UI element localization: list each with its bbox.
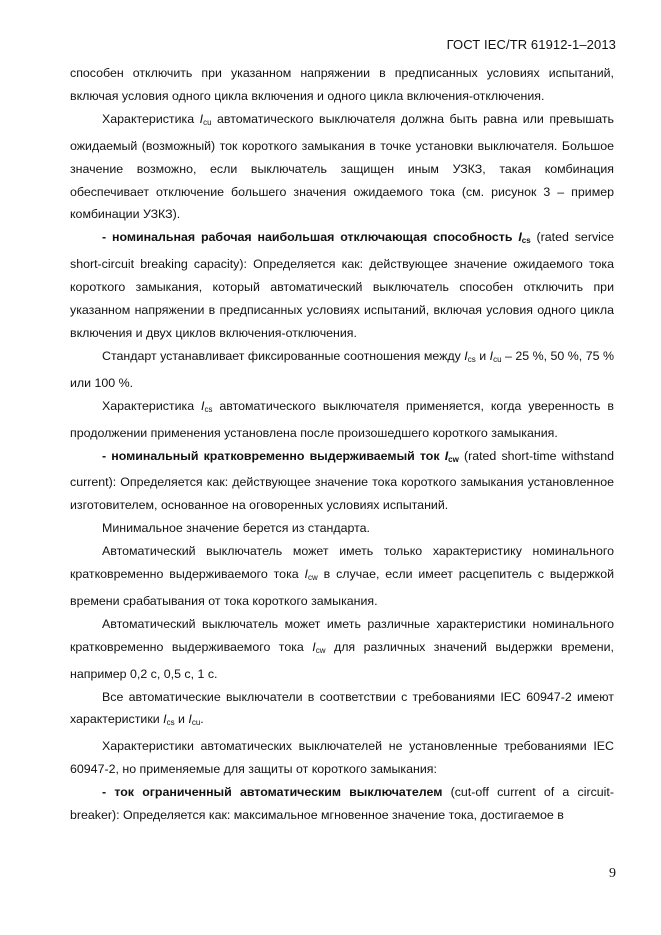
text-run: I (489, 348, 494, 363)
text-run: Автоматический выключатель может иметь только характеристику номинального кратковременно выдерживаемого тока (70, 544, 614, 582)
document-body (70, 62, 614, 827)
text-run: Характеристика (102, 111, 200, 126)
text-run: для различных значений выдержки времени, например 0,2 с, 0,5 с, 1 с. (70, 639, 614, 681)
text-run: - номинальный кратковременно выдерживаемый ток (102, 448, 445, 463)
paragraph (70, 108, 614, 227)
subscript-text: cu (493, 354, 502, 364)
text-run: и (174, 712, 189, 727)
text-run: Стандарт устанавливает фиксированные соотношения между (102, 348, 465, 363)
text-run: (cut-off current of a circuit-breaker): Определяется как: максимальное мгновенное значение тока, достигаемое в (70, 785, 614, 823)
text-run: – 25 %, 50 %, 75 % или 100 %. (70, 348, 614, 390)
text-run: I (312, 639, 316, 654)
subscript-text: cs (166, 718, 175, 728)
paragraph (70, 613, 614, 686)
text-run: I (188, 712, 192, 727)
text-run: I (518, 230, 522, 245)
document-header: ГОСТ IEC/TR 61912-1–2013 (446, 37, 616, 52)
paragraph (70, 517, 614, 540)
subscript-text: cw (315, 645, 326, 655)
subscript-text: cu (191, 718, 201, 728)
paragraph (70, 62, 614, 108)
text-run: (rated short-time withstand current): Определяется как: действующее значение тока короткого замыкания установленное изготовителем, основанное на оговоренных условиях испытаний. (70, 448, 615, 513)
text-run: Характеристики автоматических выключателей не установленные требованиями IEC 60947-2, но применяемые для защиты от короткого замыкания: (70, 739, 614, 777)
text-run: I (199, 111, 204, 126)
text-run: (rated service short-circuit breaking capacity): Определяется как: действующее значение ожидаемого тока короткого замыкания, который автоматический выключатель способен отключить при указанном напряжении в предписанных условиях испытаний, включая условия одного цикла включения и двух циклов включения-отключения. (70, 230, 614, 340)
subscript-text: cw (307, 573, 318, 583)
paragraph (70, 540, 614, 613)
subscript-text: cu (203, 117, 212, 127)
subscript-text: cs (467, 354, 476, 364)
text-run: Все автоматические выключатели в соответствии с требованиями IEC 60947-2 имеют характеристики (70, 689, 614, 727)
text-run: I (444, 448, 449, 463)
paragraph (70, 345, 614, 395)
subscript-text: cs (521, 236, 531, 246)
paragraph (70, 395, 614, 445)
text-run: - ток ограниченный автоматическим выключателем (102, 785, 443, 800)
text-run: Автоматический выключатель может иметь различные характеристики номинального кратковременно выдерживаемого тока (70, 616, 614, 654)
text-run: автоматического выключателя должна быть равна или превышать ожидаемый (возможный) ток короткого замыкания в точке установки выключателя. Большое значение возможно, если выключатель защищен иным УЗКЗ, такая комбинация обеспечивает отключение большего значения ожидаемого тока (см. рисунок 3 – пример комбинации УЗКЗ). (70, 111, 614, 222)
subscript-text: cw (448, 454, 459, 464)
text-run: - номинальная рабочая наибольшая отключающая способность (102, 230, 519, 245)
text-run: I (464, 348, 468, 363)
text-run: способен отключить при указанном напряжении в предписанных условиях испытаний, включая условия одного цикла включения и одного цикла включения-отключения. (70, 66, 614, 103)
paragraph (70, 735, 614, 781)
text-run: в случае, если имеет расцепитель с выдержкой времени срабатывания от тока короткого замыкания. (70, 567, 615, 608)
text-run: . (200, 712, 204, 727)
paragraph (70, 781, 614, 827)
paragraph (70, 686, 614, 736)
text-run: I (163, 712, 167, 727)
subscript-text: cs (204, 404, 213, 414)
paragraph (70, 226, 614, 345)
text-run: и (475, 348, 490, 363)
text-run: Характеристика (102, 398, 202, 413)
text-run: I (201, 398, 205, 413)
page-number: 9 (609, 866, 616, 881)
paragraph (70, 445, 614, 518)
text-run: I (304, 567, 308, 582)
text-run: автоматического выключателя применяется, когда уверенность в продолжении применения установлена после произошедшего короткого замыкания. (70, 398, 614, 440)
text-run: Минимальное значение берется из стандарта. (102, 521, 370, 536)
